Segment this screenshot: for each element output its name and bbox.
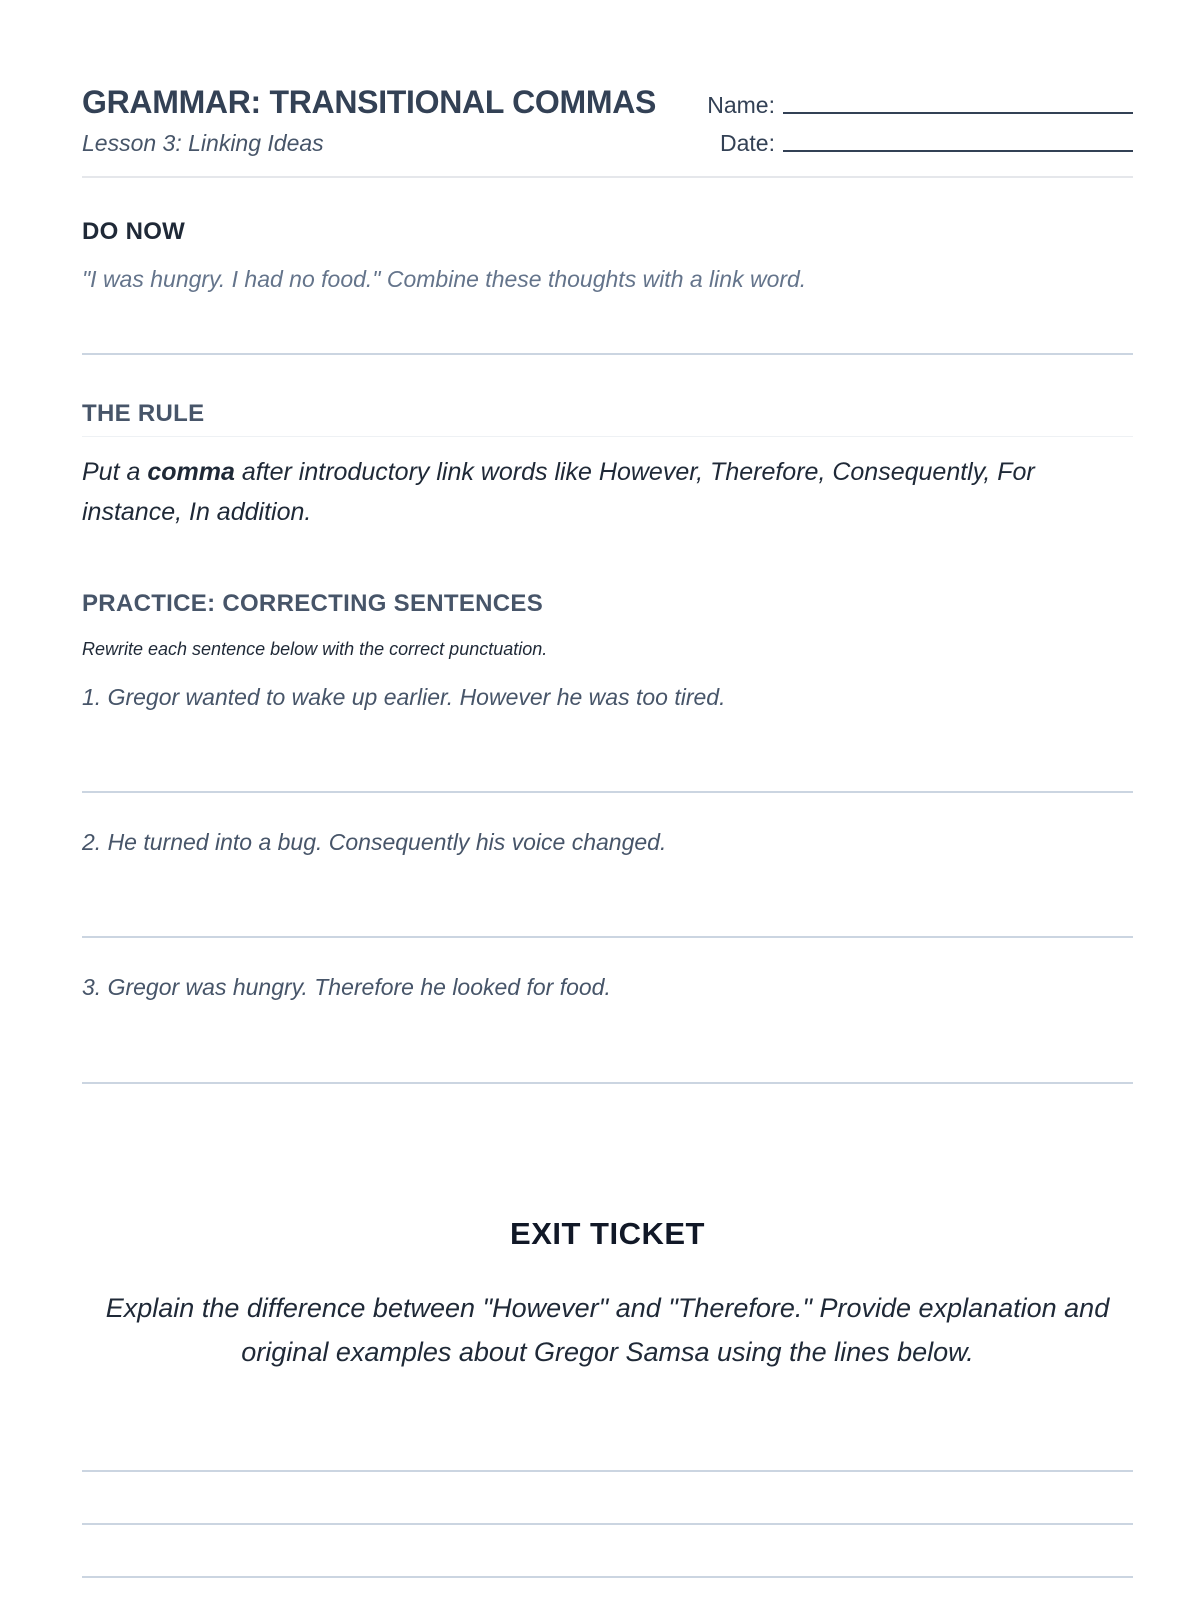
name-blank-line[interactable] <box>783 112 1133 114</box>
rule-text <box>82 452 1133 532</box>
do-now-answer-line[interactable] <box>82 353 1133 355</box>
practice-heading: PRACTICE: CORRECTING SENTENCES <box>82 590 544 617</box>
rule-heading: THE RULE <box>82 400 205 427</box>
rule-text-before: Put a <box>82 458 148 486</box>
worksheet-header <box>82 84 1133 178</box>
rule-text-after: after introductory link words like However, Therefore, Consequently, For instance, In addition. <box>82 458 1035 526</box>
practice-item-1: 1. Gregor wanted to wake up earlier. However he was too tired. <box>82 684 726 710</box>
exit-ticket-line-3[interactable] <box>82 1576 1133 1578</box>
rule-text-bold: comma <box>147 458 235 486</box>
date-blank-line[interactable] <box>783 150 1133 152</box>
exit-ticket-heading: EXIT TICKET <box>510 1216 705 1251</box>
do-now-prompt: "I was hungry. I had no food." Combine these thoughts with a link word. <box>82 266 807 292</box>
do-now-heading: DO NOW <box>82 218 186 245</box>
practice-answer-line-2[interactable] <box>82 936 1133 938</box>
practice-item-3: 3. Gregor was hungry. Therefore he looked for food. <box>82 974 611 1000</box>
rule-divider <box>82 436 1133 437</box>
worksheet-page <box>82 0 1133 1600</box>
date-label: Date: <box>720 130 775 156</box>
name-label: Name: <box>707 92 775 118</box>
exit-ticket-line-1[interactable] <box>82 1470 1133 1472</box>
exit-ticket-prompt: Explain the difference between "However" and "Therefore." Provide explanation and original examples about Gregor Samsa using the lines below. <box>105 1293 1110 1367</box>
name-field-row <box>707 92 1133 119</box>
lesson-subtitle: Lesson 3: Linking Ideas <box>82 130 324 156</box>
practice-item-2: 2. He turned into a bug. Consequently his voice changed. <box>82 829 667 855</box>
practice-answer-line-3[interactable] <box>82 1082 1133 1084</box>
exit-ticket-line-2[interactable] <box>82 1523 1133 1525</box>
practice-answer-line-1[interactable] <box>82 791 1133 793</box>
date-field-row <box>720 130 1133 157</box>
worksheet-title: GRAMMAR: TRANSITIONAL COMMAS <box>82 84 657 120</box>
practice-instructions: Rewrite each sentence below with the correct punctuation. <box>82 639 548 659</box>
